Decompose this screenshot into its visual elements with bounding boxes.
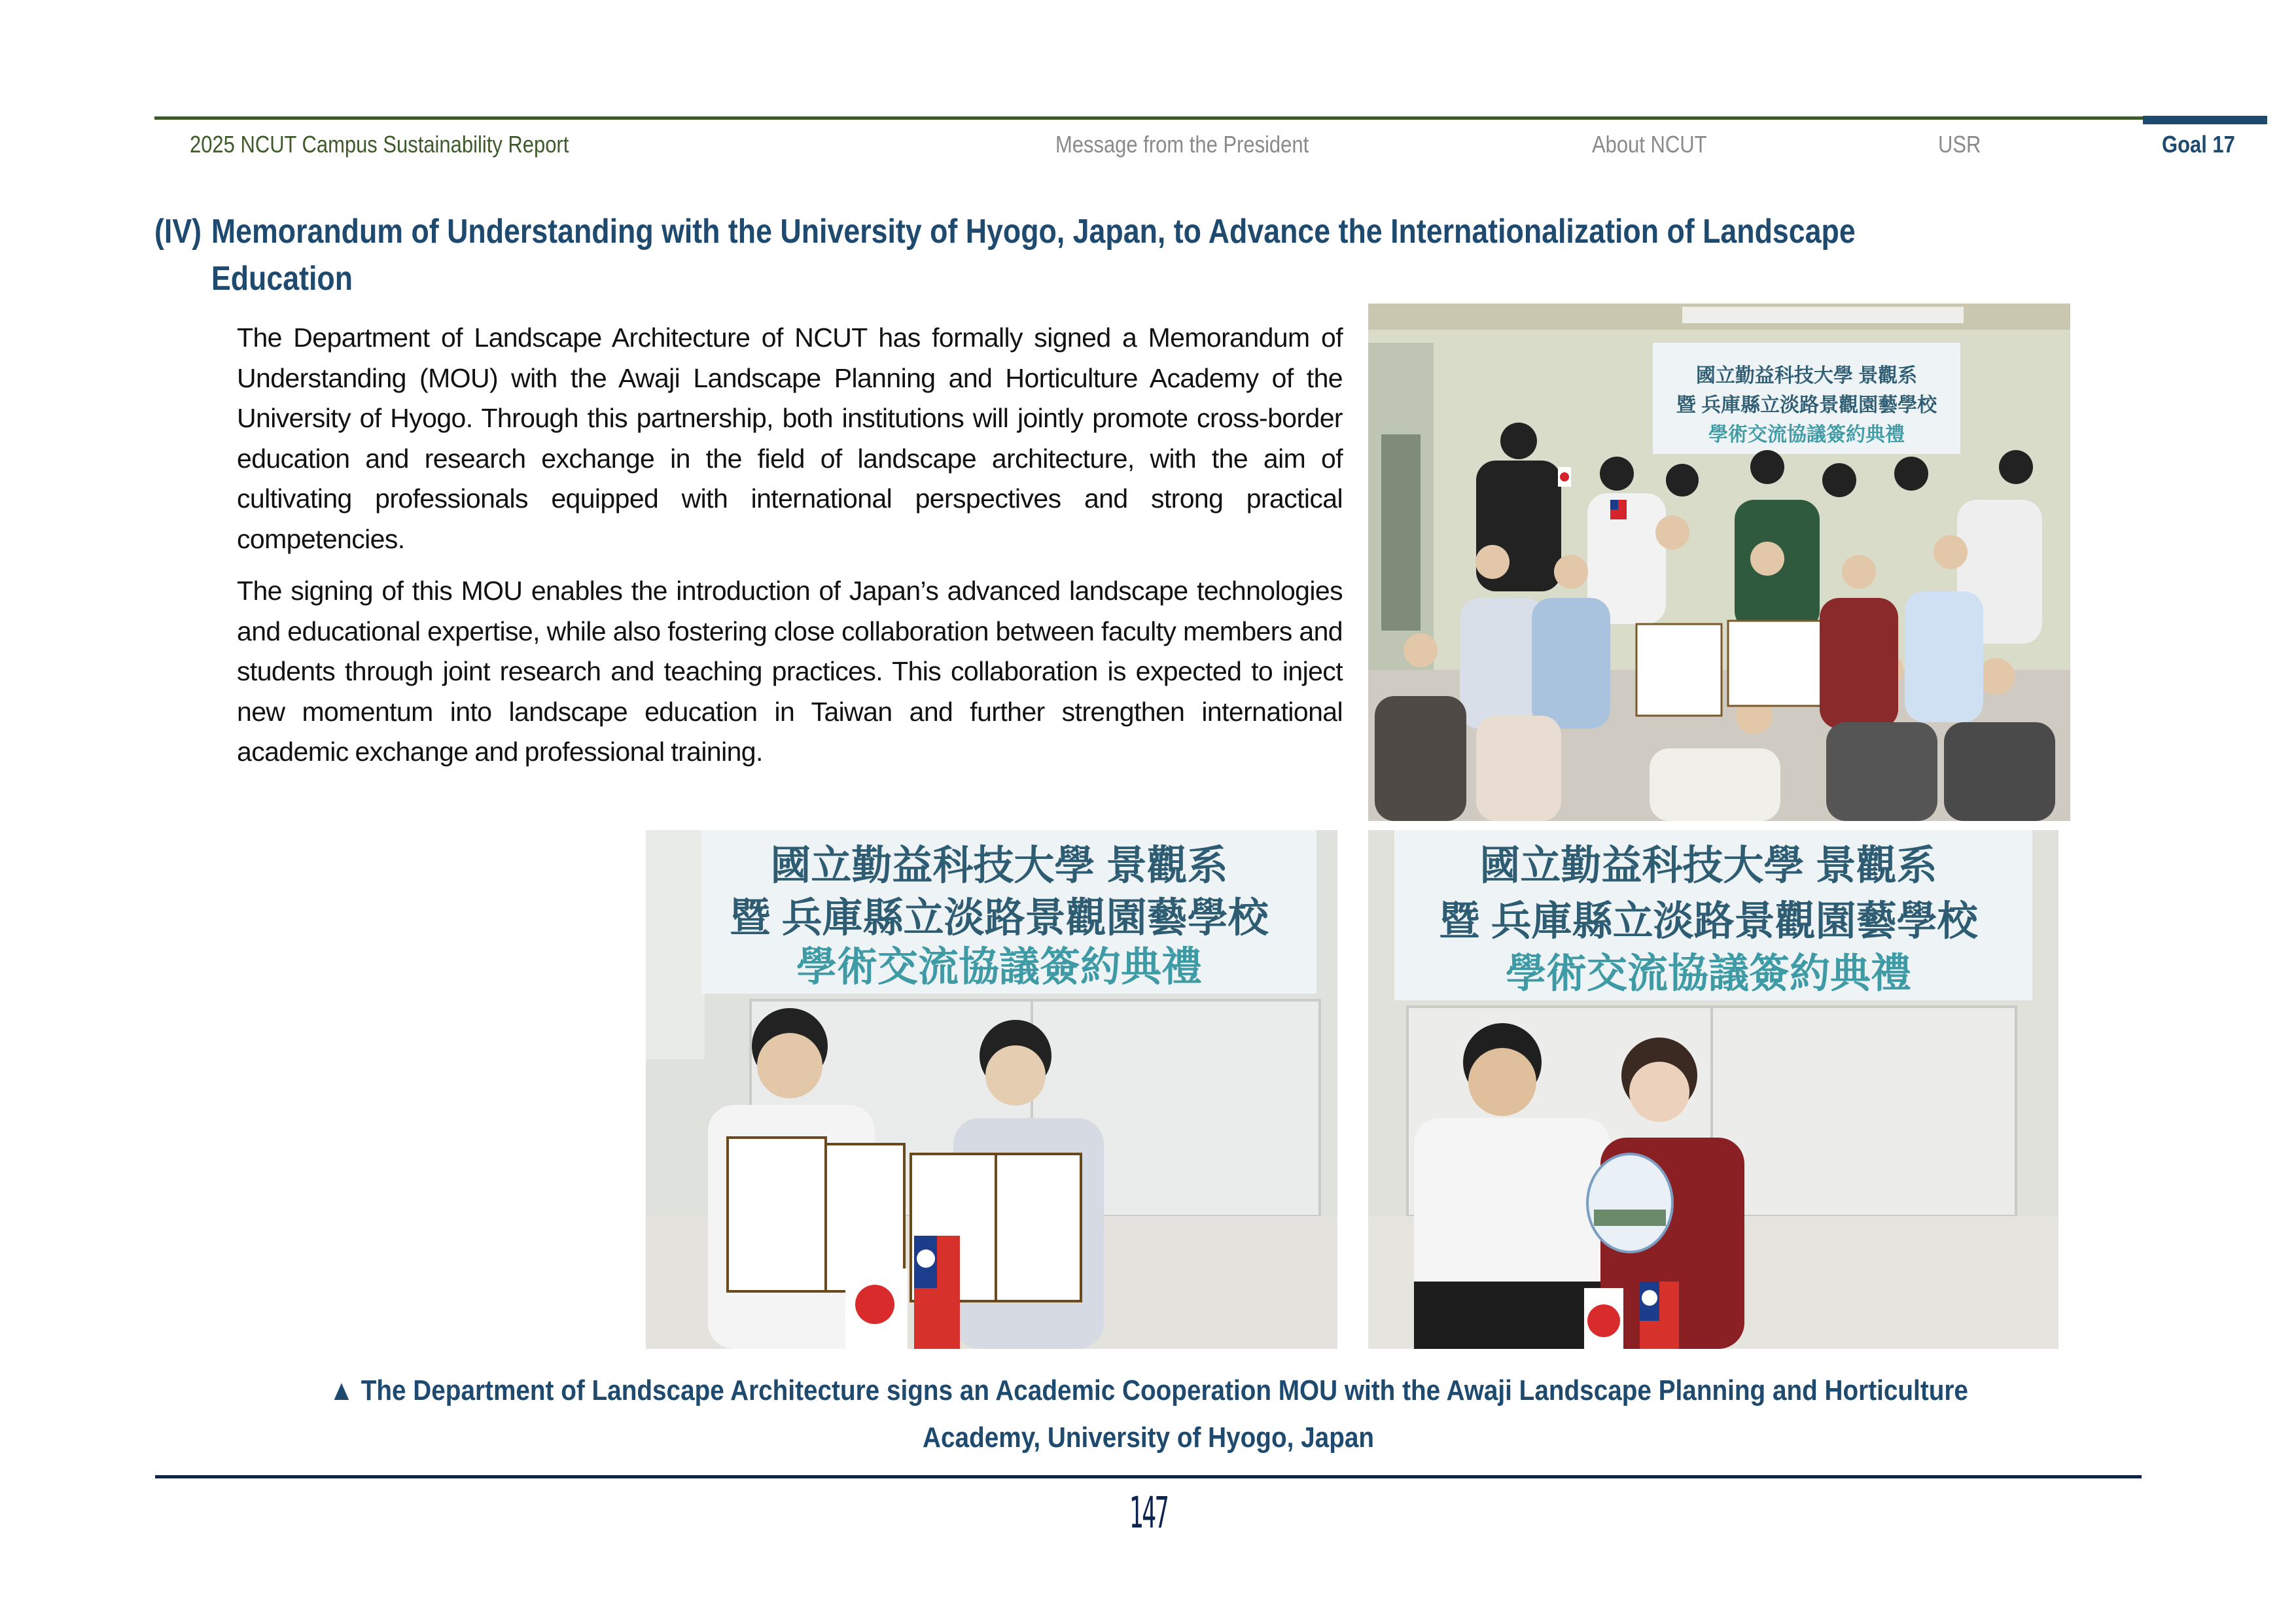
page-number: 147: [1129, 1488, 1168, 1538]
svg-text:學術交流協議簽約典禮: 學術交流協議簽約典禮: [1708, 424, 1905, 445]
gift-exchange-photo: [1368, 830, 2058, 1349]
svg-text:暨 兵庫縣立淡路景觀園藝學校: 暨 兵庫縣立淡路景觀園藝學校: [1676, 394, 1937, 416]
svg-text:學術交流協議簽約典禮: 學術交流協議簽約典禮: [1505, 951, 1912, 996]
nav-goal-17[interactable]: Goal 17: [2162, 131, 2235, 158]
report-title: 2025 NCUT Campus Sustainability Report: [190, 131, 569, 158]
section-number: (IV): [154, 213, 202, 251]
mou-signing-photo: [646, 830, 1337, 1349]
header-active-tab-marker: [2143, 116, 2267, 124]
group-photo: [1368, 304, 2070, 821]
svg-text:國立勤益科技大學 景觀系: 國立勤益科技大學 景觀系: [1479, 843, 1937, 888]
body-text: [237, 318, 1343, 784]
header-rule: [154, 116, 2143, 120]
svg-text:學術交流協議簽約典禮: 學術交流協議簽約典禮: [796, 945, 1203, 990]
caption-line-1: ▲ The Department of Landscape Architecture signs an Academic Cooperation MOU with the Awaji Landscape Planning and Horticulture: [328, 1367, 1968, 1414]
svg-text:國立勤益科技大學 景觀系: 國立勤益科技大學 景觀系: [1695, 365, 1918, 387]
triangle-up-icon: ▲: [328, 1374, 354, 1406]
footer-rule: [155, 1475, 2142, 1478]
section-title: [154, 208, 2150, 302]
svg-text:暨 兵庫縣立淡路景觀園藝學校: 暨 兵庫縣立淡路景觀園藝學校: [730, 896, 1269, 941]
paragraph: The Department of Landscape Architecture of NCUT has formally signed a Memorandum of Understanding (MOU) with the Awaji Landscape Planning and Horticulture Academy of the University of Hyogo. Through this partnership, both institutions will jointly promote cross-border education and research exchange in the field of landscape architecture, with the aim of cultivating professionals equipped with international perspectives and strong practical competencies.: [237, 323, 1343, 554]
group-photo-image: [1368, 304, 2070, 821]
svg-text:暨 兵庫縣立淡路景觀園藝學校: 暨 兵庫縣立淡路景觀園藝學校: [1439, 899, 1978, 944]
caption-line-2: Academy, University of Hyogo, Japan: [922, 1422, 1374, 1454]
gift-exchange-photo-image: [1368, 830, 2058, 1349]
paragraph: The signing of this MOU enables the introduction of Japan’s advanced landscape technologies and educational expertise, while also fostering close collaboration between faculty members and students through joint research and teaching practices. This collaboration is expected to inject new momentum into landscape education in Taiwan and further strengthen international academic exchange and professional training.: [237, 576, 1343, 767]
nav-about-ncut[interactable]: About NCUT: [1592, 131, 1707, 158]
nav-message-from-president[interactable]: Message from the President: [1055, 131, 1309, 158]
nav-usr[interactable]: USR: [1938, 131, 1981, 158]
svg-text:國立勤益科技大學 景觀系: 國立勤益科技大學 景觀系: [770, 843, 1228, 888]
mou-signing-photo-image: [646, 830, 1337, 1349]
photo-caption: [196, 1367, 2100, 1461]
section-title-line-2: Education: [211, 260, 353, 298]
section-title-line-1: (IV) Memorandum of Understanding with the University of Hyogo, Japan, to Advance the Internationalization of Landscape: [154, 208, 1871, 255]
